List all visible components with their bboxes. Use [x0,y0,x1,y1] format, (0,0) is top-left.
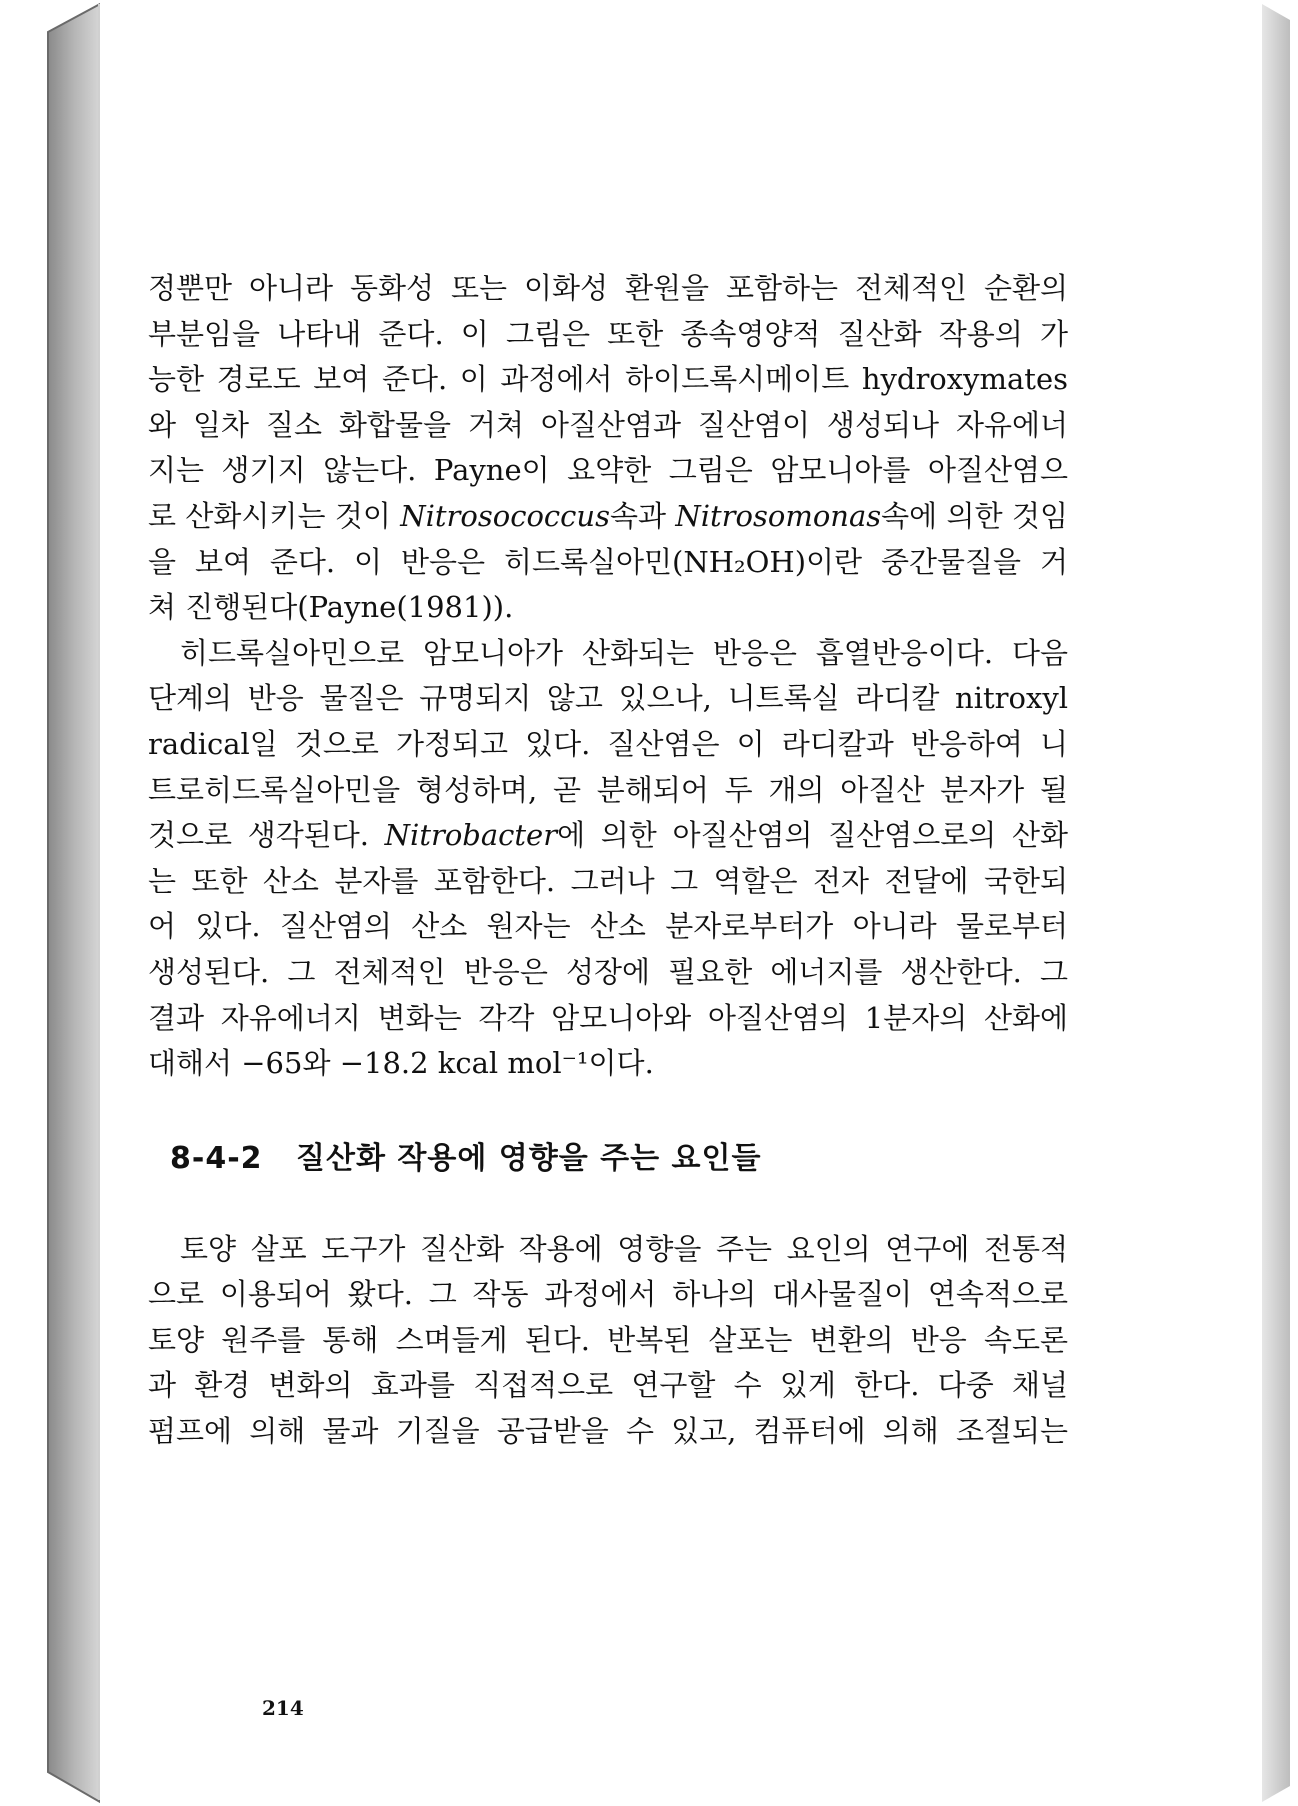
text-line: 으로 이용되어 왔다. 그 작동 과정에서 하나의 대사물질이 연속적으로 [148,1277,1068,1312]
text-line: 토양 살포 도구가 질산화 작용에 영향을 주는 요인의 연구에 전통적 [180,1231,1068,1266]
text-line: 결과 자유에너지 변화는 각각 암모니아와 아질산염의 1분자의 산화에 [148,1000,1068,1035]
text-line: 것으로 생각된다. Nitrobacter에 의한 아질산염의 질산염으로의 산화 [148,818,1068,853]
text-line: 는 또한 산소 분자를 포함한다. 그러나 그 역할은 전자 전달에 국한되 [148,863,1068,898]
text-line: 정뿐만 아니라 동화성 또는 이화성 환원을 포함하는 전체적인 순환의 [148,271,1068,305]
text-line: 단계의 반응 물질은 규명되지 않고 있으나, 니트록실 라디칼 nitroxyl [148,681,1068,716]
page-right-edge-shadow [1262,0,1298,1806]
text-line: 펌프에 의해 물과 기질을 공급받을 수 있고, 컴퓨터에 의해 조절되는 [148,1414,1068,1449]
section-title: 질산화 작용에 영향을 주는 요인들 [295,1140,762,1176]
paragraph-1 [148,266,1068,631]
paragraph-3 [148,1227,1068,1455]
text-line: 과 환경 변화의 효과를 직접적으로 연구할 수 있게 한다. 다중 채널 [148,1368,1068,1403]
text-line: 쳐 진행된다(Payne(1981)). [148,590,514,625]
text-line: 대해서 −65와 −18.2 kcal mol⁻¹이다. [148,1046,654,1081]
text-line: 을 보여 준다. 이 반응은 히드록실아민(NH₂OH)이란 중간물질을 거 [148,544,1068,579]
text-line: 트로히드록실아민을 형성하며, 곧 분해되어 두 개의 아질산 분자가 될 [148,772,1068,807]
text-line: 능한 경로도 보여 준다. 이 과정에서 하이드록시메이트 hydroxymates [148,362,1068,397]
page-number: 214 [262,1696,304,1720]
text-line: 부분임을 나타내 준다. 이 그림은 또한 종속영양적 질산화 작용의 가 [148,316,1068,351]
text-line: 로 산화시키는 것이 Nitrosococcus속과 Nitrosomonas속에 의한 것임 [148,498,1068,533]
text-line: radical일 것으로 가정되고 있다. 질산염은 이 라디칼과 반응하여 니 [148,726,1068,761]
text-line: 생성된다. 그 전체적인 반응은 성장에 필요한 에너지를 생산한다. 그 [148,954,1068,989]
paragraph-2 [148,631,1068,1087]
text-line: 지는 생기지 않는다. Payne이 요약한 그림은 암모니아를 아질산염으 [148,453,1068,488]
text-line: 어 있다. 질산염의 산소 원자는 산소 분자로부터가 아니라 물로부터 [148,909,1068,944]
body-text [148,266,1068,1455]
text-line: 히드록실아민으로 암모니아가 산화되는 반응은 흡열반응이다. 다음 [180,635,1068,670]
text-line: 토양 원주를 통해 스며들게 된다. 반복된 살포는 변환의 반응 속도론 [148,1322,1068,1357]
text-line: 와 일차 질소 화합물을 거쳐 아질산염과 질산염이 생성되나 자유에너 [148,407,1068,442]
section-number: 8-4-2 [170,1140,263,1176]
section-heading [170,1133,1068,1177]
book-spine [0,0,100,1806]
